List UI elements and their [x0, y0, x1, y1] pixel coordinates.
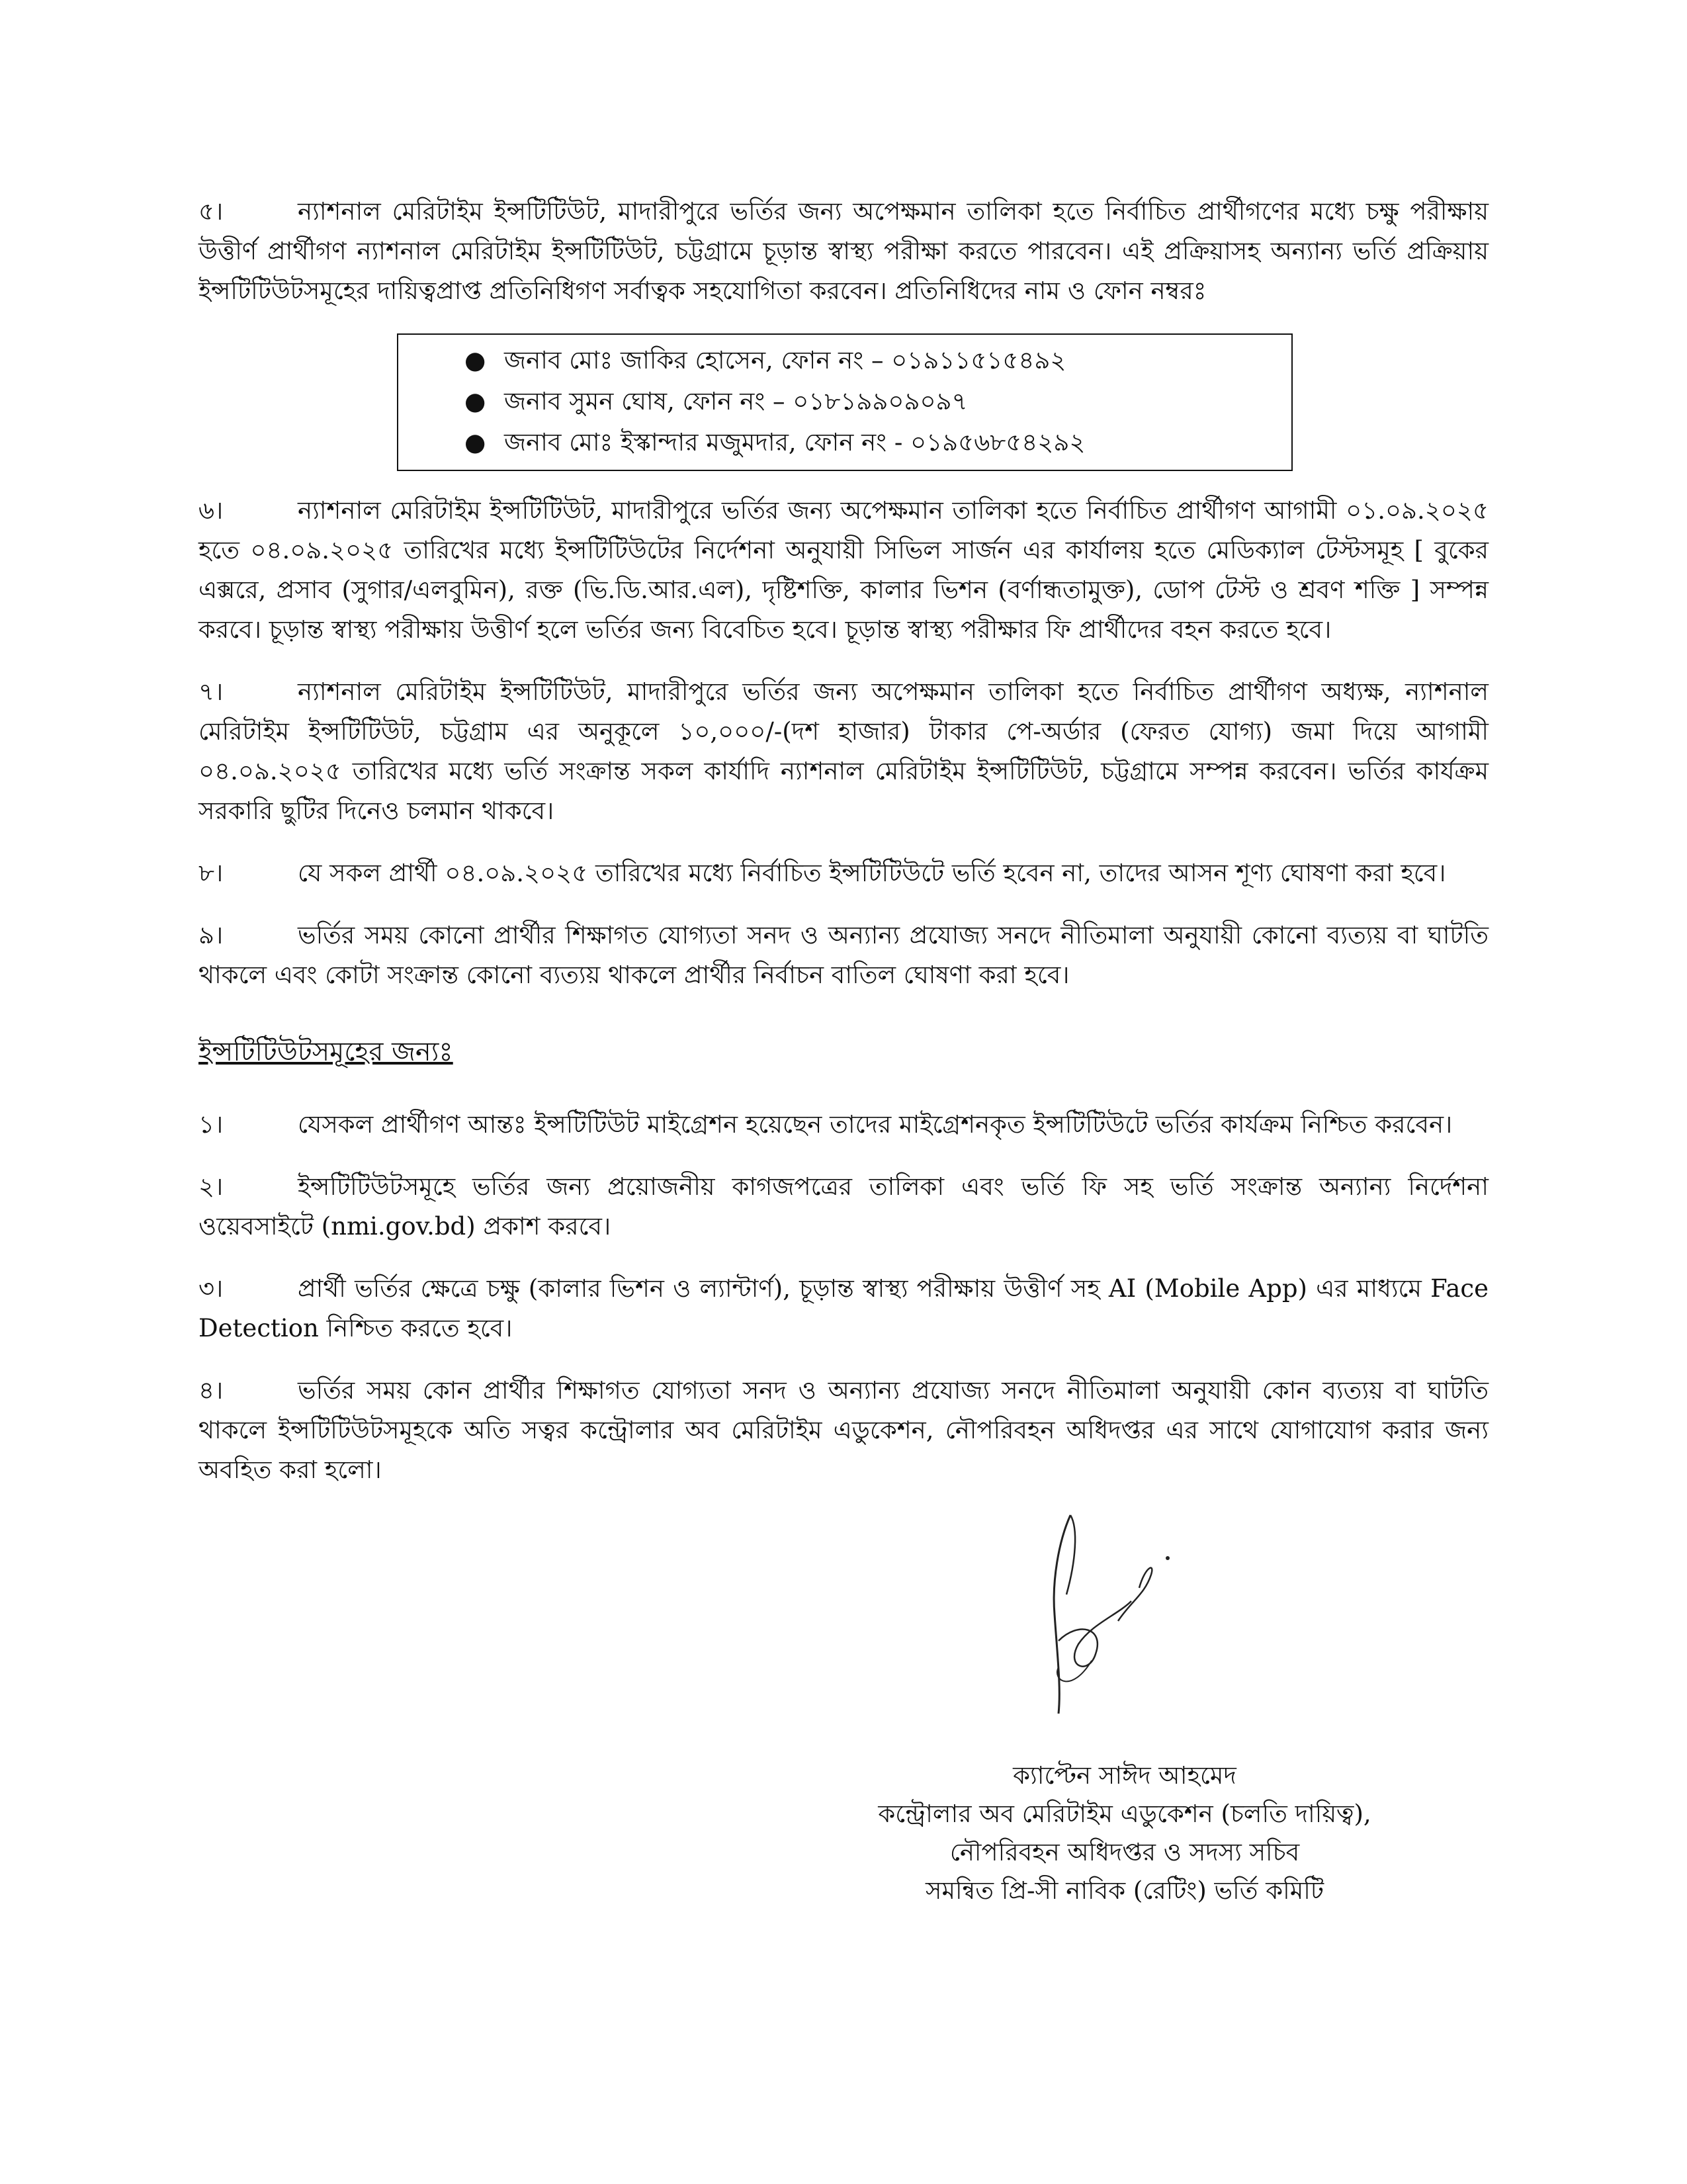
paragraph-number: ৪।: [198, 1376, 224, 1405]
signature-block: [794, 1757, 1455, 1910]
paragraph-text: যেসকল প্রার্থীগণ আন্তঃ ইন্সটিটিউট মাইগ্রেশন হয়েছেন তাদের মাইগ্রেশনকৃত ইন্সটিটিউটে ভর্তির কার্যক্রম নিশ্চিত করবেন।: [298, 1110, 1453, 1139]
signatory-name: ক্যাপ্টেন সাঈদ আহমেদ: [1013, 1761, 1236, 1790]
contact-item: [398, 422, 1291, 463]
bullet-icon: ●: [464, 428, 486, 457]
institute-item-4: [198, 1371, 1489, 1490]
paragraph-number: ৯।: [198, 921, 224, 949]
paragraph-number: ৩।: [198, 1274, 224, 1303]
paragraph-number: ৫।: [198, 197, 224, 226]
contact-item: [398, 340, 1291, 381]
paragraph-number: ৭।: [198, 677, 224, 706]
paragraph-number: ১।: [198, 1110, 224, 1139]
contact-item: [398, 381, 1291, 422]
signatory-title-3: সমন্বিত প্রি-সী নাবিক (রেটিং) ভর্তি কমিটি: [926, 1876, 1324, 1905]
paragraph-text: প্রার্থী ভর্তির ক্ষেত্রে চক্ষু (কালার ভিশন ও ল্যান্টার্ণ), চূড়ান্ত স্বাস্থ্য পরীক্ষায় উত্তীর্ণ সহ AI (Mobile App) এর মাধ্যমে Face Detection নিশ্চিত করতে হবে।: [198, 1274, 1489, 1342]
institute-item-2: [198, 1167, 1489, 1246]
section-title-institutes: ইন্সটিটিউটসমূহের জন্যঃ: [198, 1037, 453, 1067]
paragraph-6: [198, 491, 1489, 650]
paragraph-number: ২।: [198, 1172, 224, 1201]
paragraph-text: ভর্তির সময় কোনো প্রার্থীর শিক্ষাগত যোগ্যতা সনদ ও অন্যান্য প্রযোজ্য সনদে নীতিমালা অনুযায়ী কোনো ব্যত্যয় বা ঘাটতি থাকলে এবং কোটা সংক্রান্ত কোনো ব্যত্যয় থাকলে প্রার্থীর নির্বাচন বাতিল ঘোষণা করা হবে।: [198, 921, 1489, 989]
signatory-title-2: নৌপরিবহন অধিদপ্তর ও সদস্য সচিব: [949, 1838, 1300, 1866]
paragraph-text: যে সকল প্রার্থী ০৪.০৯.২০২৫ তারিখের মধ্যে নির্বাচিত ইন্সটিটিউটে ভর্তি হবেন না, তাদের আসন শূণ্য ঘোষণা করা হবে।: [298, 859, 1446, 887]
paragraph-5: [198, 192, 1489, 311]
signatory-title-1: কন্ট্রোলার অব মেরিটাইম এডুকেশন (চলতি দায়িত্ব),: [878, 1800, 1371, 1828]
paragraph-text: ইন্সটিটিউটসমূহে ভর্তির জন্য প্রয়োজনীয় কাগজপত্রের তালিকা এবং ভর্তি ফি সহ ভর্তি সংক্রান্ত অন্যান্য নির্দেশনা ওয়েবসাইটে (nmi.gov.bd) প্রকাশ করবে।: [198, 1172, 1489, 1241]
representatives-box: [397, 333, 1293, 471]
handwritten-signature: [1032, 1502, 1178, 1720]
bullet-icon: ●: [464, 387, 486, 415]
paragraph-number: ৬।: [198, 496, 224, 525]
paragraph-9: [198, 916, 1489, 995]
institute-item-3: [198, 1269, 1489, 1348]
contact-text: জনাব মোঃ ইস্কান্দার মজুমদার, ফোন নং - ০১৯৫৬৮৫৪২৯২: [504, 428, 1086, 457]
paragraph-text: ন্যাশনাল মেরিটাইম ইন্সটিটিউট, মাদারীপুরে ভর্তির জন্য অপেক্ষমান তালিকা হতে নির্বাচিত প্রার্থীগণ অধ্যক্ষ, ন্যাশনাল মেরিটাইম ইন্সটিটিউট, চট্টগ্রাম এর অনুকূলে ১০,০০০/-(দশ হাজার) টাকার পে-অর্ডার (ফেরত যোগ্য) জমা দিয়ে আগামী ০৪.০৯.২০২৫ তারিখের মধ্যে ভর্তি সংক্রান্ত সকল কার্যাদি ন্যাশনাল মেরিটাইম ইন্সটিটিউট, চট্টগ্রামে সম্পন্ন করবেন। ভর্তির কার্যক্রম সরকারি ছুটির দিনেও চলমান থাকবে।: [198, 677, 1489, 825]
paragraph-8: [198, 853, 1489, 893]
contact-text: জনাব মোঃ জাকির হোসেন, ফোন নং – ০১৯১১৫১৫৪৯২: [504, 346, 1066, 374]
bullet-icon: ●: [464, 346, 486, 374]
paragraph-7: [198, 672, 1489, 831]
contact-text: জনাব সুমন ঘোষ, ফোন নং – ০১৮১৯৯০৯০৯৭: [504, 387, 968, 415]
paragraph-text: ন্যাশনাল মেরিটাইম ইন্সটিটিউট, মাদারীপুরে ভর্তির জন্য অপেক্ষমান তালিকা হতে নির্বাচিত প্রার্থীগণের মধ্যে চক্ষু পরীক্ষায় উত্তীর্ণ প্রার্থীগণ ন্যাশনাল মেরিটাইম ইন্সটিটিউট, চট্টগ্রামে চূড়ান্ত স্বাস্থ্য পরীক্ষা করতে পারবেন। এই প্রক্রিয়াসহ অন্যান্য ভর্তি প্রক্রিয়ায় ইন্সটিটিউটসমূহের দায়িত্বপ্রাপ্ত প্রতিনিধিগণ সর্বাত্বক সহযোগিতা করবেন। প্রতিনিধিদের নাম ও ফোন নম্বরঃ: [198, 197, 1489, 305]
paragraph-text: ন্যাশনাল মেরিটাইম ইন্সটিটিউট, মাদারীপুরে ভর্তির জন্য অপেক্ষমান তালিকা হতে নির্বাচিত প্রার্থীগণ আগামী ০১.০৯.২০২৫ হতে ০৪.০৯.২০২৫ তারিখের মধ্যে ইন্সটিটিউটের নির্দেশনা অনুযায়ী সিভিল সার্জন এর কার্যালয় হতে মেডিক্যাল টেস্টসমূহ [ বুকের এক্সরে, প্রসাব (সুগার/এলবুমিন), রক্ত (ভি.ডি.আর.এল), দৃষ্টিশক্তি, কালার ভিশন (বর্ণান্ধতামুক্ত), ডোপ টেস্ট ও শ্রবণ শক্তি ] সম্পন্ন করবে। চূড়ান্ত স্বাস্থ্য পরীক্ষায় উত্তীর্ণ হলে ভর্তির জন্য বিবেচিত হবে। চূড়ান্ত স্বাস্থ্য পরীক্ষার ফি প্রার্থীদের বহন করতে হবে।: [198, 496, 1489, 644]
document-body: [198, 192, 1489, 1512]
signature-icon: [1032, 1502, 1178, 1720]
paragraph-number: ৮।: [198, 859, 224, 887]
paragraph-text: ভর্তির সময় কোন প্রার্থীর শিক্ষাগত যোগ্যতা সনদ ও অন্যান্য প্রযোজ্য সনদে নীতিমালা অনুযায়ী কোন ব্যত্যয় বা ঘাটতি থাকলে ইন্সটিটিউটসমূহকে অতি সত্বর কন্ট্রোলার অব মেরিটাইম এডুকেশন, নৌপরিবহন অধিদপ্তর এর সাথে যোগাযোগ করার জন্য অবহিত করা হলো।: [198, 1376, 1489, 1484]
institute-item-1: [198, 1105, 1489, 1145]
